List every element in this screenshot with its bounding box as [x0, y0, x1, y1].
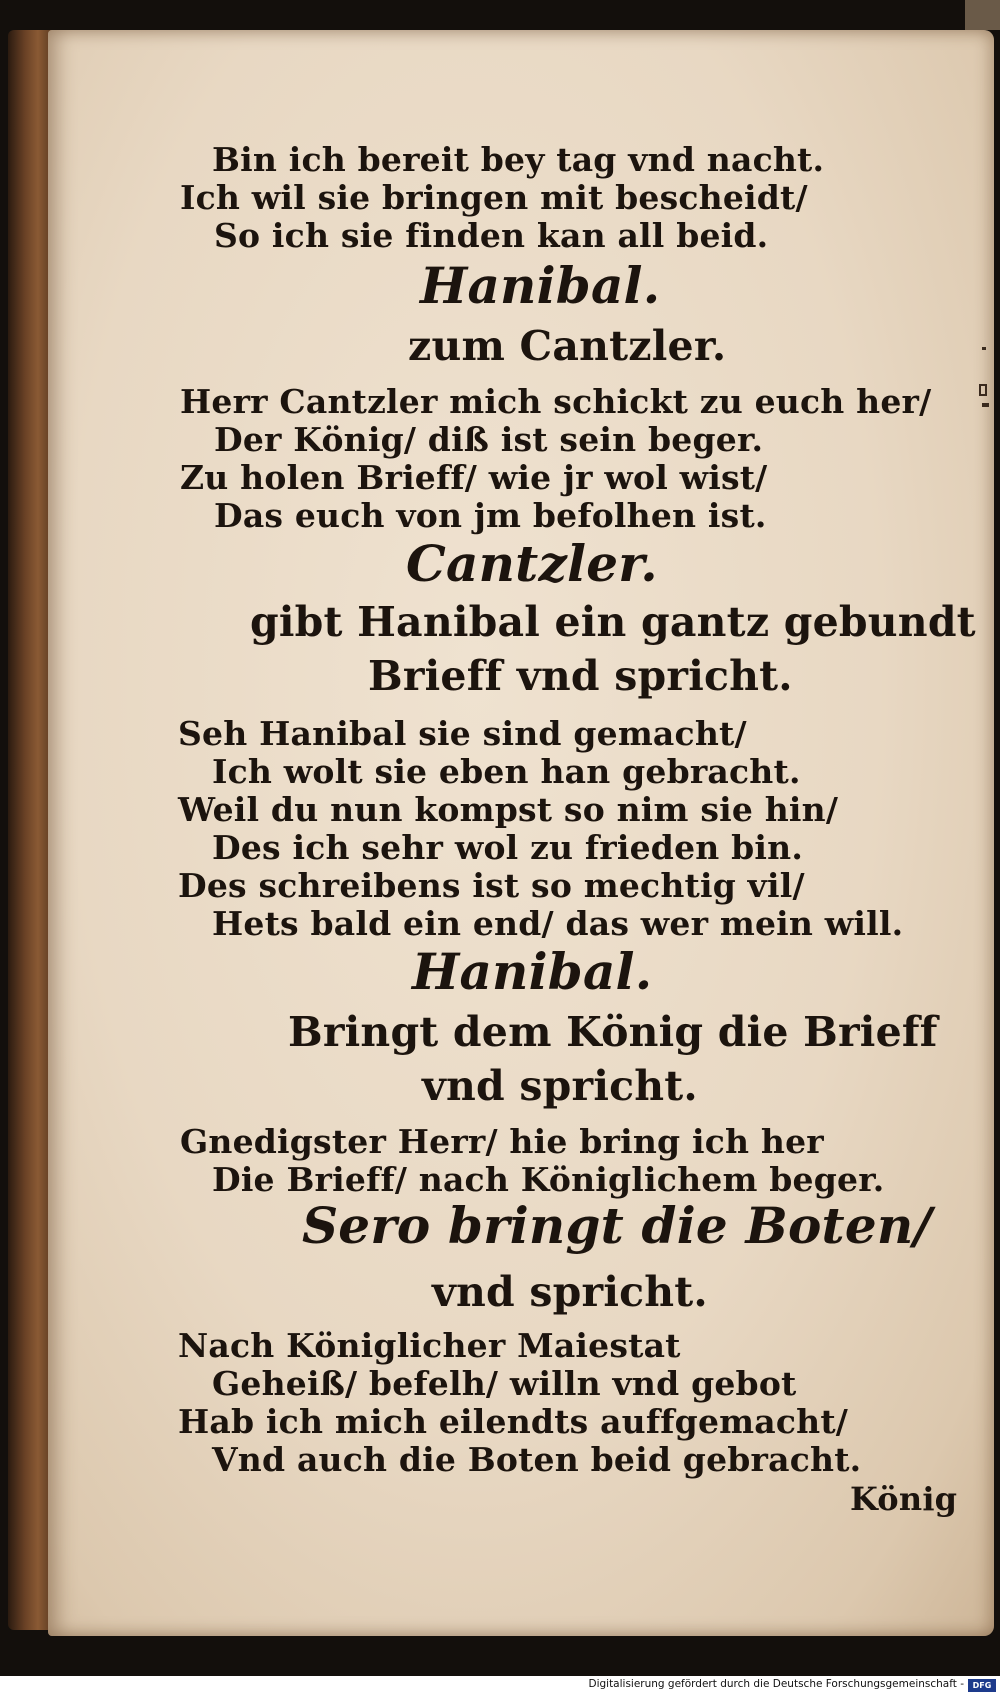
text-line: Ich wil sie bringen mit bescheidt/: [180, 178, 808, 217]
text-line: Vnd auch die Boten beid gebracht.: [212, 1440, 862, 1479]
stage-direction: gibt Hanibal ein gantz gebundt: [250, 598, 976, 646]
text-line: Ich wolt sie eben han gebracht.: [212, 752, 801, 791]
text-line: Hab ich mich eilendts auffgemacht/: [178, 1402, 849, 1441]
text-line: Des schreibens ist so mechtig vil/: [178, 866, 805, 905]
footer-bar: [0, 1676, 1000, 1695]
speaker-heading: Cantzler.: [406, 534, 658, 593]
margin-bleedthrough-marks: [976, 345, 996, 435]
text-line: Der König/ diß ist sein beger.: [214, 420, 764, 459]
speaker-heading: Hanibal.: [420, 256, 661, 315]
stage-direction: zum Cantzler.: [408, 322, 727, 370]
text-line: Zu holen Brieff/ wie jr wol wist/: [180, 458, 768, 497]
text-line: So ich sie finden kan all beid.: [214, 216, 769, 255]
catchword: König: [850, 1480, 958, 1518]
text-line: Bin ich bereit bey tag vnd nacht.: [212, 140, 825, 179]
text-line: Hets bald ein end/ das wer mein will.: [212, 904, 904, 943]
text-line: Geheiß/ befelh/ willn vnd gebot: [212, 1364, 797, 1403]
stage-direction: vnd spricht.: [422, 1062, 698, 1110]
speaker-heading: Hanibal.: [412, 942, 653, 1001]
text-line: Nach Königlicher Maiestat: [178, 1326, 681, 1365]
stage-direction: vnd spricht.: [432, 1268, 708, 1316]
text-line: Die Brieff/ nach Königlichem beger.: [212, 1160, 885, 1199]
stage-direction: Bringt dem König die Brieff: [288, 1008, 938, 1056]
text-line: Weil du nun kompst so nim sie hin/: [178, 790, 839, 829]
page-corner-shadow: [965, 0, 1000, 30]
text-line: Gnedigster Herr/ hie bring ich her: [180, 1122, 824, 1161]
text-line: Des ich sehr wol zu frieden bin.: [212, 828, 804, 867]
footer-credit: Digitalisierung gefördert durch die Deutsche Forschungsgemeinschaft -: [588, 1678, 964, 1690]
dfg-logo: DFG: [968, 1679, 996, 1692]
text-line: Seh Hanibal sie sind gemacht/: [178, 714, 747, 753]
stage-direction: Brieff vnd spricht.: [368, 652, 793, 700]
text-line: Herr Cantzler mich schickt zu euch her/: [180, 382, 932, 421]
text-line: Das euch von jm befolhen ist.: [214, 496, 767, 535]
book-page: [48, 30, 994, 1636]
speaker-heading: Sero bringt die Boten/: [302, 1196, 932, 1255]
